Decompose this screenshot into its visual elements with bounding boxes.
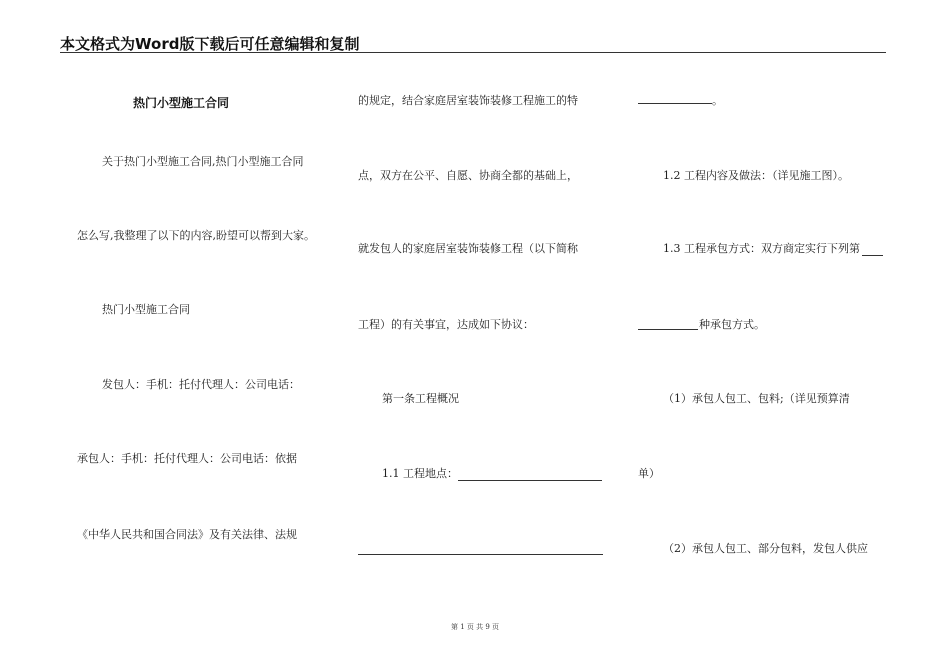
intro-line-2: 怎么写,我整理了以下的内容,盼望可以帮到大家。 (77, 229, 315, 242)
address-blank-continued (358, 554, 603, 555)
option-1-continued: 单） (638, 467, 660, 480)
intro-line-1: 关于热门小型施工合同,热门小型施工合同 (102, 155, 304, 168)
method-blank-continued (638, 329, 698, 330)
document-header: 本文格式为Word版下载后可任意编辑和复制 (60, 35, 360, 53)
address-blank (458, 480, 602, 481)
clause-1-3: 1.3 工程承包方式：双方商定实行下列第 (663, 242, 860, 255)
section-heading: 第一条工程概况 (382, 392, 459, 405)
body-line-2: 点，双方在公平、自愿、协商全都的基础上， (358, 169, 578, 182)
method-blank (862, 255, 883, 256)
clause-1-2: 1.2 工程内容及做法：（详见施工图）。 (663, 169, 849, 182)
contract-name-line: 热门小型施工合同 (102, 303, 190, 316)
address-label: 1.1 工程地点： (382, 467, 458, 480)
document-title: 热门小型施工合同 (133, 96, 230, 110)
option-2: （2）承包人包工、部分包料，发包人供应 (663, 542, 868, 555)
law-reference-line: 《中华人民共和国合同法》及有关法律、法规 (77, 528, 297, 541)
body-line-4: 工程）的有关事宜，达成如下协议： (358, 318, 534, 331)
address-blank-end (638, 103, 712, 104)
method-suffix: 种承包方式。 (699, 318, 765, 331)
employer-line: 发包人：手机：托付代理人：公司电话： (102, 378, 300, 391)
body-line-1: 的规定，结合家庭居室装饰装修工程施工的特 (358, 94, 578, 107)
page-number: 第 1 页 共 9 页 (450, 623, 500, 631)
header-divider (60, 52, 886, 53)
option-1: （1）承包人包工、包料;（详见预算清 (663, 392, 850, 405)
body-line-3: 就发包人的家庭居室装饰装修工程（以下简称 (358, 242, 578, 255)
contractor-line: 承包人：手机：托付代理人：公司电话：依据 (77, 452, 297, 465)
address-period: 。 (712, 94, 723, 107)
